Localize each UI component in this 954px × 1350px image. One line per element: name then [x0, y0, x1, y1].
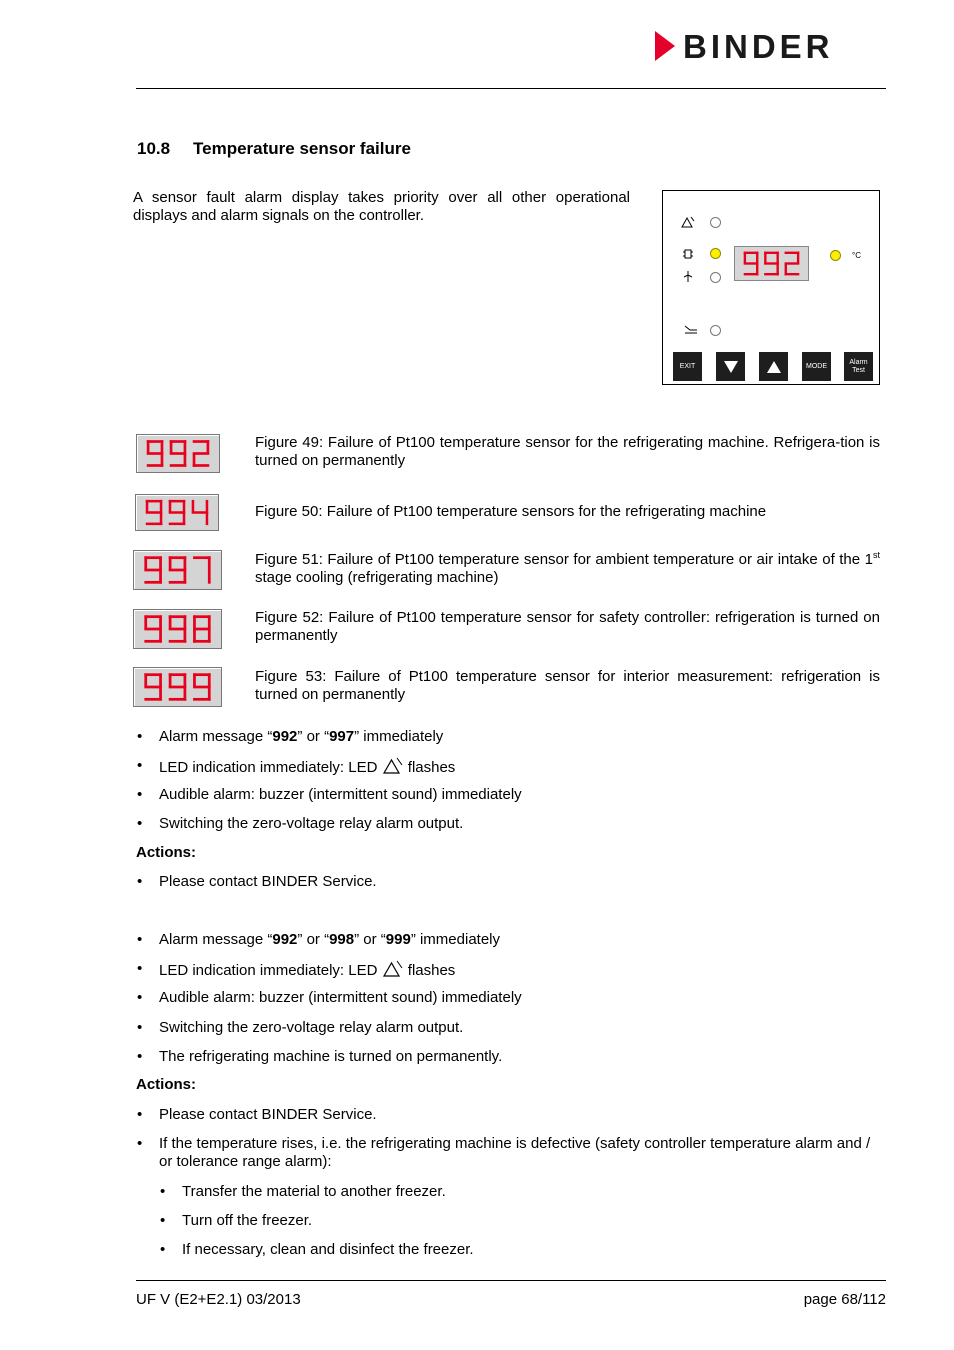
digit-segment	[159, 673, 162, 687]
list-item: • Alarm message “992” or “998” or “999” immediately	[159, 931, 500, 949]
digit-segment	[169, 500, 172, 513]
footer-document-id: UF V (E2+E2.1) 03/2013	[136, 1291, 301, 1308]
digit-segment	[169, 628, 187, 631]
digit-segment	[159, 556, 162, 570]
digit-segment	[169, 556, 172, 570]
section-number: 10.8	[137, 139, 171, 158]
footer-page-number: page 68/112	[803, 1291, 886, 1308]
figure-52-display	[133, 609, 222, 649]
digit-segment	[193, 628, 211, 631]
digit-segment	[184, 440, 187, 453]
digit-segment	[764, 252, 766, 264]
digit-segment	[147, 464, 164, 467]
heating-icon	[682, 248, 694, 262]
digit-segment	[160, 500, 163, 513]
list-item: • Switching the zero-voltage relay alarm output.	[159, 815, 463, 833]
digit-segment	[170, 452, 187, 455]
digit-segment	[764, 273, 779, 275]
digit-segment	[169, 523, 186, 526]
list-item: • Audible alarm: buzzer (intermittent sound) immediately	[159, 786, 522, 804]
digit-segment	[161, 440, 164, 453]
figure-52-caption: Figure 52: Failure of Pt100 temperature sensor for safety controller: refrigeration is turned on permanently	[255, 609, 880, 644]
digit-segment	[170, 440, 173, 453]
digit-segment	[169, 569, 187, 572]
setpoint-led	[830, 250, 841, 261]
digit-segment	[797, 252, 799, 264]
alarm-test-button[interactable]: Alarm Test	[844, 352, 873, 381]
binder-logo-mark	[655, 31, 675, 61]
unit-label: °C	[852, 251, 861, 260]
digit-segment	[169, 698, 187, 701]
digit-segment	[144, 556, 147, 570]
digit-segment	[144, 615, 147, 629]
figure-50-caption: Figure 50: Failure of Pt100 temperature sensors for the refrigerating machine	[255, 503, 767, 520]
digit-segment	[146, 500, 149, 513]
cooling-icon	[682, 270, 694, 285]
digit-segment	[776, 252, 778, 264]
cooling-led	[710, 272, 721, 283]
digit-segment	[146, 511, 163, 514]
list-item: • LED indication immediately: LED flashes	[159, 960, 455, 982]
header-rule	[136, 88, 886, 89]
digit-segment	[183, 500, 186, 513]
digit-segment	[208, 673, 211, 687]
digit-segment	[146, 523, 163, 526]
up-arrow-button[interactable]	[759, 352, 788, 381]
alarm-triangle-icon	[382, 960, 404, 982]
sub-list-item: • Transfer the material to another freezer.	[182, 1183, 446, 1201]
figure-50-display	[135, 494, 219, 531]
digit-segment	[756, 252, 758, 264]
figure-53-caption: Figure 53: Failure of Pt100 temperature sensor for interior measurement: refrigeration is turned on permanently	[255, 668, 880, 703]
list-item: • Audible alarm: buzzer (intermittent sound) immediately	[159, 989, 522, 1007]
digit-segment	[169, 511, 186, 514]
section-heading	[137, 139, 411, 159]
digit-segment	[785, 273, 800, 275]
figure-49-caption: Figure 49: Failure of Pt100 temperature sensor for the refrigerating machine. Refrigera-tion is turned on permanently	[255, 434, 880, 469]
alarm-triangle-icon	[382, 757, 404, 779]
list-item: • If the temperature rises, i.e. the refrigerating machine is defective (safety controller temperature alarm and / or tolerance range alarm):	[159, 1135, 886, 1171]
figure-49-display	[136, 434, 220, 473]
alarm-led	[710, 217, 721, 228]
digit-segment	[144, 569, 162, 572]
list-item: • The refrigerating machine is turned on permanently.	[159, 1048, 502, 1066]
arrow-down-icon	[724, 361, 738, 373]
digit-segment	[169, 686, 187, 689]
down-arrow-button[interactable]	[716, 352, 745, 381]
digit-segment	[169, 640, 187, 643]
brand-wordmark: BINDER	[683, 27, 834, 65]
digit-segment	[764, 262, 779, 264]
figure-51-caption: Figure 51: Failure of Pt100 temperature sensor for ambient temperature or air intake of the 1st stage cooling (refrigerating machine)	[255, 550, 880, 586]
digit-segment	[144, 581, 162, 584]
actions-label: Actions:	[136, 1076, 196, 1093]
digit-segment	[206, 500, 209, 513]
panel-display	[734, 246, 809, 281]
exit-button[interactable]: EXIT	[673, 352, 702, 381]
digit-segment	[159, 615, 162, 629]
list-item: • Switching the zero-voltage relay alarm output.	[159, 1019, 463, 1037]
digit-segment	[147, 440, 150, 453]
alarm-triangle-icon	[681, 216, 695, 230]
digit-segment	[144, 686, 162, 689]
program-led	[710, 325, 721, 336]
controller-panel	[662, 190, 880, 385]
digit-segment	[184, 673, 187, 687]
digit-segment	[193, 686, 211, 689]
list-item: • Please contact BINDER Service.	[159, 1106, 377, 1124]
digit-segment	[744, 273, 759, 275]
digit-segment	[144, 628, 162, 631]
digit-segment	[184, 556, 187, 570]
sub-list-item: • Turn off the freezer.	[182, 1212, 312, 1230]
mode-button[interactable]: MODE	[802, 352, 831, 381]
section-title: Temperature sensor failure	[193, 139, 411, 158]
digit-segment	[192, 500, 195, 513]
digit-segment	[744, 262, 759, 264]
digit-segment	[144, 698, 162, 701]
ramp-program-icon	[684, 323, 698, 337]
digit-segment	[169, 615, 172, 629]
digit-segment	[193, 464, 210, 467]
heating-led	[710, 248, 721, 259]
figure-53-display	[133, 667, 222, 707]
digit-segment	[207, 440, 210, 453]
digit-segment	[208, 615, 211, 629]
digit-segment	[193, 698, 211, 701]
actions-label: Actions:	[136, 844, 196, 861]
digit-segment	[193, 673, 196, 687]
digit-segment	[144, 640, 162, 643]
list-item: • LED indication immediately: LED flashes	[159, 757, 455, 779]
digit-segment	[169, 673, 172, 687]
digit-segment	[208, 556, 211, 570]
digit-segment	[744, 252, 746, 264]
digit-segment	[193, 615, 196, 629]
digit-segment	[208, 570, 211, 584]
list-item: • Alarm message “992” or “997” immediately	[159, 728, 443, 746]
digit-segment	[184, 615, 187, 629]
digit-segment	[193, 629, 196, 643]
digit-segment	[144, 673, 147, 687]
intro-paragraph: A sensor fault alarm display takes priority over all other operational displays and alarm signals on the controller.	[133, 189, 630, 224]
digit-segment	[169, 581, 187, 584]
sub-list-item: • If necessary, clean and disinfect the freezer.	[182, 1241, 474, 1259]
digit-segment	[170, 464, 187, 467]
digit-segment	[147, 452, 164, 455]
footer-rule	[136, 1280, 886, 1281]
digit-segment	[206, 513, 209, 526]
binder-logo	[655, 27, 834, 65]
figure-51-display	[133, 550, 222, 590]
arrow-up-icon	[767, 361, 781, 373]
list-item: • Please contact BINDER Service.	[159, 873, 377, 891]
